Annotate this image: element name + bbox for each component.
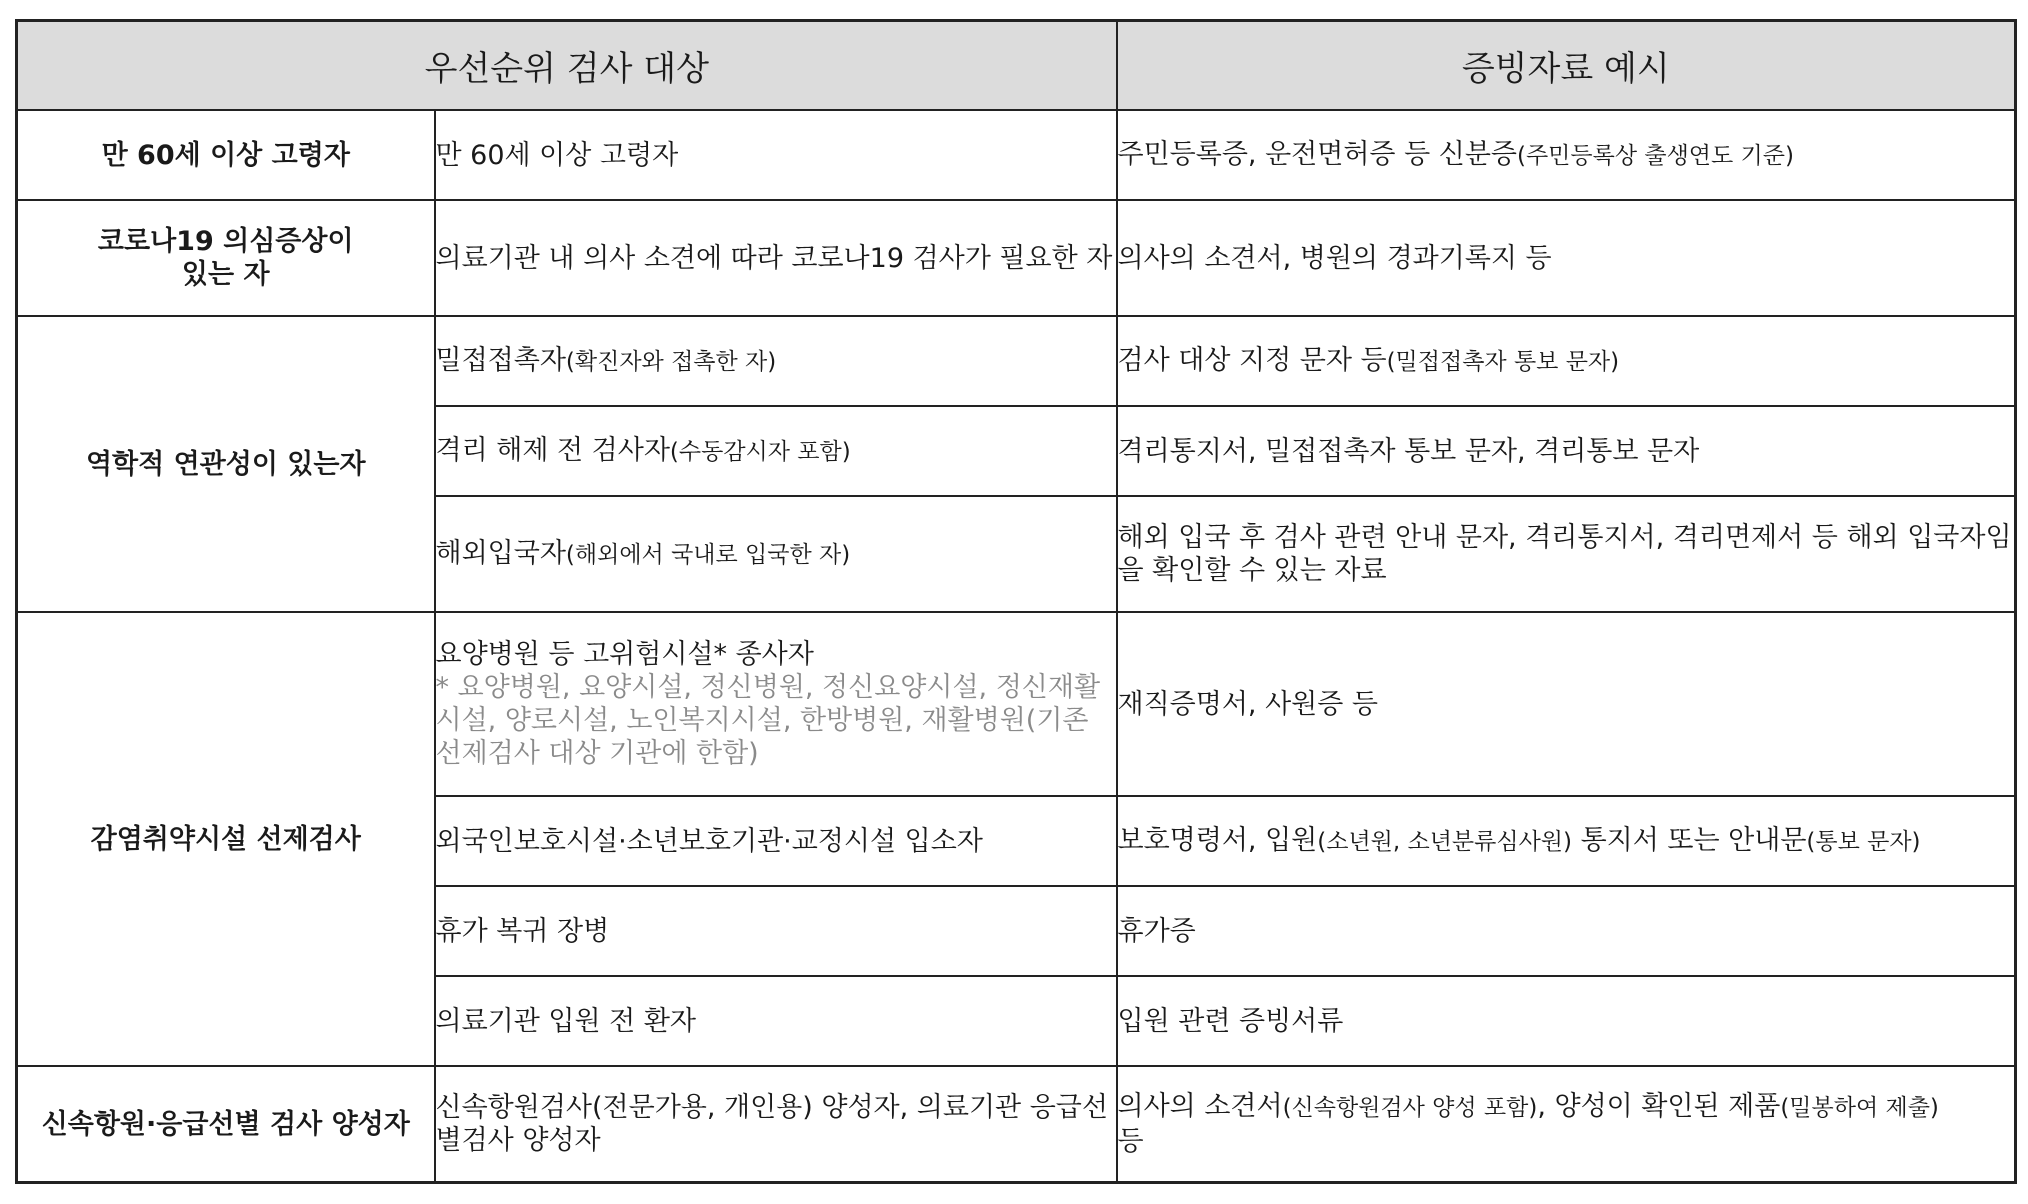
proof-note: (소년원, 소년분류심사원): [1317, 828, 1572, 855]
proof-text: , 양성이 확인된 제품: [1537, 1091, 1781, 1122]
proof-cell: [1117, 796, 2016, 886]
priority-test-table: [15, 19, 2017, 1184]
proof-text: 검사 대상 지정 문자 등: [1117, 344, 1387, 376]
target-cell: 신속항원검사(전문가용, 개인용) 양성자, 의료기관 응급선별검사 양성자: [435, 1066, 1117, 1183]
table-row: [17, 316, 2016, 406]
category-cell: 역학적 연관성이 있는자: [17, 316, 435, 612]
table-row: [17, 200, 2016, 316]
proof-note: (밀접접촉자 통보 문자): [1386, 348, 1620, 375]
category-text: 코로나19 의심증상이 있는 자: [97, 226, 354, 290]
proof-text: 의사의 소견서: [1117, 1091, 1283, 1122]
proof-cell: 해외 입국 후 검사 관련 안내 문자, 격리통지서, 격리면제서 등 해외 입국자임을 확인할 수 있는 자료: [1117, 496, 2016, 612]
proof-cell: 재직증명서, 사원증 등: [1117, 612, 2016, 796]
target-footnote: * 요양병원, 요양시설, 정신병원, 정신요양시설, 정신재활시설, 양로시설, 노인복지시설, 한방병원, 재활병원(기존 선제검사 대상 기관에 한함): [435, 672, 1101, 769]
proof-text: 보호명령서, 입원: [1117, 824, 1318, 856]
proof-note: (밀봉하여 제출): [1780, 1095, 1939, 1121]
table-row: [17, 612, 2016, 796]
target-cell: [435, 612, 1117, 796]
table-header-row: [17, 21, 2016, 111]
target-cell: 의료기관 내 의사 소견에 따라 코로나19 검사가 필요한 자: [435, 200, 1117, 316]
category-cell: 감염취약시설 선제검사: [17, 612, 435, 1066]
category-cell: [17, 200, 435, 316]
target-cell: 의료기관 입원 전 환자: [435, 976, 1117, 1066]
header-proof-example: 증빙자료 예시: [1117, 21, 2016, 111]
table-row: [17, 110, 2016, 200]
target-note: (해외에서 국내로 입국한 자): [565, 541, 851, 568]
target-cell: 휴가 복귀 장병: [435, 886, 1117, 976]
proof-cell: 휴가증: [1117, 886, 2016, 976]
target-text: 밀접접촉자: [435, 344, 566, 376]
proof-note: (주민등록상 출생연도 기준): [1516, 142, 1794, 169]
header-priority-target: 우선순위 검사 대상: [17, 21, 1117, 111]
target-note: (수동감시자 포함): [669, 438, 851, 465]
target-text: 요양병원 등 고위험시설* 종사자: [435, 639, 814, 670]
proof-cell: [1117, 110, 2016, 200]
proof-note: (통보 문자): [1806, 828, 1921, 855]
target-cell: [435, 406, 1117, 496]
proof-text: 등: [1117, 1126, 1144, 1157]
target-cell: [435, 316, 1117, 406]
proof-note: (신속항원검사 양성 포함): [1282, 1095, 1538, 1121]
proof-cell: 입원 관련 증빙서류: [1117, 976, 2016, 1066]
target-note: (확진자와 접촉한 자): [565, 348, 777, 375]
target-cell: 외국인보호시설·소년보호기관·교정시설 입소자: [435, 796, 1117, 886]
proof-cell: 격리통지서, 밀접접촉자 통보 문자, 격리통보 문자: [1117, 406, 2016, 496]
proof-text: 통지서 또는 안내문: [1572, 824, 1807, 856]
target-text: 해외입국자: [435, 537, 566, 569]
table-row: [17, 1066, 2016, 1183]
category-cell: 만 60세 이상 고령자: [17, 110, 435, 200]
category-cell: 신속항원·응급선별 검사 양성자: [17, 1066, 435, 1183]
proof-text: 주민등록증, 운전면허증 등 신분증: [1117, 138, 1517, 170]
target-text: 격리 해제 전 검사자: [435, 434, 670, 466]
proof-cell: [1117, 316, 2016, 406]
target-cell: [435, 496, 1117, 612]
proof-cell: 의사의 소견서, 병원의 경과기록지 등: [1117, 200, 2016, 316]
target-cell: 만 60세 이상 고령자: [435, 110, 1117, 200]
proof-cell: [1117, 1066, 2016, 1183]
